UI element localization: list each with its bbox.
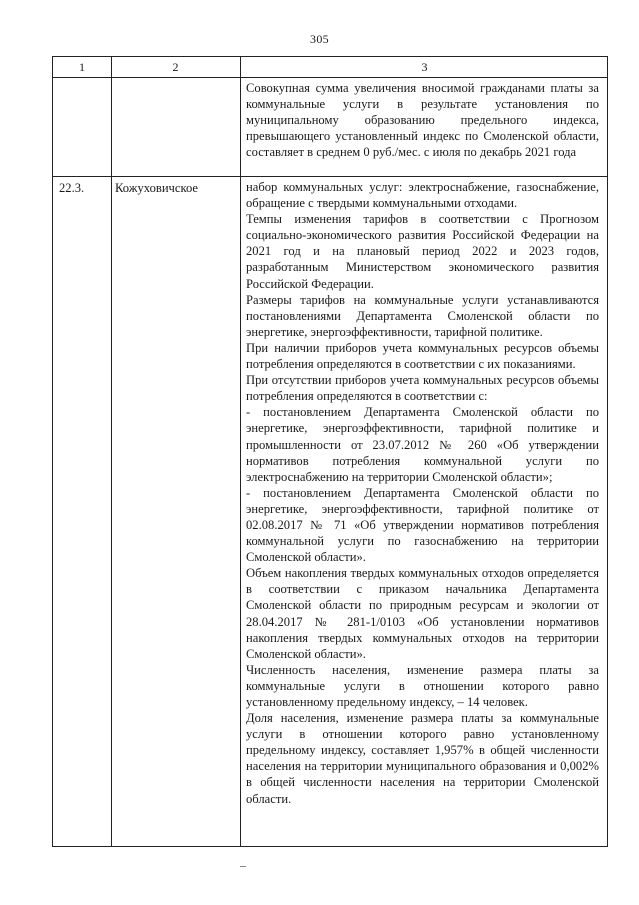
paragraph-gas-norms: - постановлением Департамента Смоленской области по энергетике, энергоэффективности, тарифной политике от 02.08.2017 № 71 «Об утверждении нормативов потребления коммунальной услуги по газоснабжению на территории Смоленской области». — [246, 485, 599, 565]
header-divider — [53, 77, 607, 78]
continued-row-text — [246, 80, 599, 160]
row-number: 22.3. — [59, 181, 85, 195]
page-number: 305 — [310, 32, 329, 46]
paragraph-services: набор коммунальных услуг: электроснабжение, газоснабжение, обращение с твердыми коммунальными отходами. — [246, 180, 599, 211]
row-divider — [53, 176, 607, 177]
scan-mark — [240, 866, 246, 867]
paragraph-meters-present: При наличии приборов учета коммунальных ресурсов объемы потребления определяются в соответствии с их показаниями. — [246, 340, 599, 372]
paragraph-population-count: Численность населения, изменение размера платы за коммунальные услуги в отношении которого равно установленному предельному индексу, – 14 человек. — [246, 662, 599, 709]
paragraph-electricity-norms: - постановлением Департамента Смоленской области по энергетике, энергоэффективности, тарифной политике и промышленности от 23.07.2012 № 260 «Об утверждении нормативов потребления коммунальной услуги по электроснабжению на территории Смоленской области»; — [246, 405, 599, 484]
paragraph-waste-volume: Объем накопления твердых коммунальных отходов определяется в соответствии с приказом начальника Департамента Смоленской области по природным ресурсам и экологии от 28.04.2017 № 281-1/0103 «Об установлении нормативов накопления твердых коммунальных отходов на территории Смоленской области». — [246, 566, 599, 661]
header-col-2: 2 — [172, 60, 179, 74]
row-description — [246, 179, 599, 807]
paragraph-population-share: Доля населения, изменение размера платы за коммунальные услуги в отношении которого равно установленному предельному индексу, составляет 1,957% в общей численности населения на территории муниципального образования и 0,002% в общей численности населения на территории Смоленской области. — [246, 711, 599, 806]
document-table — [52, 56, 608, 847]
header-col-1: 1 — [79, 60, 85, 74]
paragraph-meters-absent: При отсутствии приборов учета коммунальных ресурсов объемы потребления определяются в соответствии с: — [246, 373, 599, 404]
header-col-3: 3 — [421, 60, 428, 74]
paragraph-tariff-sizes: Размеры тарифов на коммунальные услуги устанавливаются постановлениями Департамента Смоленской области по энергетике, энергоэффективности, тарифной политике. — [246, 292, 599, 339]
row-name: Кожуховичское — [115, 181, 198, 195]
continued-paragraph: Совокупная сумма увеличения вносимой гражданами платы за коммунальные услуги в результате установления по муниципальному образованию предельного индекса, превышающего установленный индекс по Смоленской области, составляет в среднем 0 руб./мес. с июля по декабрь 2021 года — [246, 81, 599, 160]
paragraph-tariff-rates: Темпы изменения тарифов в соответствии с Прогнозом социально-экономического развития Российской Федерации на 2021 год и на плановый период 2022 и 2023 годов, разработанным Министерством экономического развития Российской Федерации. — [246, 212, 599, 291]
